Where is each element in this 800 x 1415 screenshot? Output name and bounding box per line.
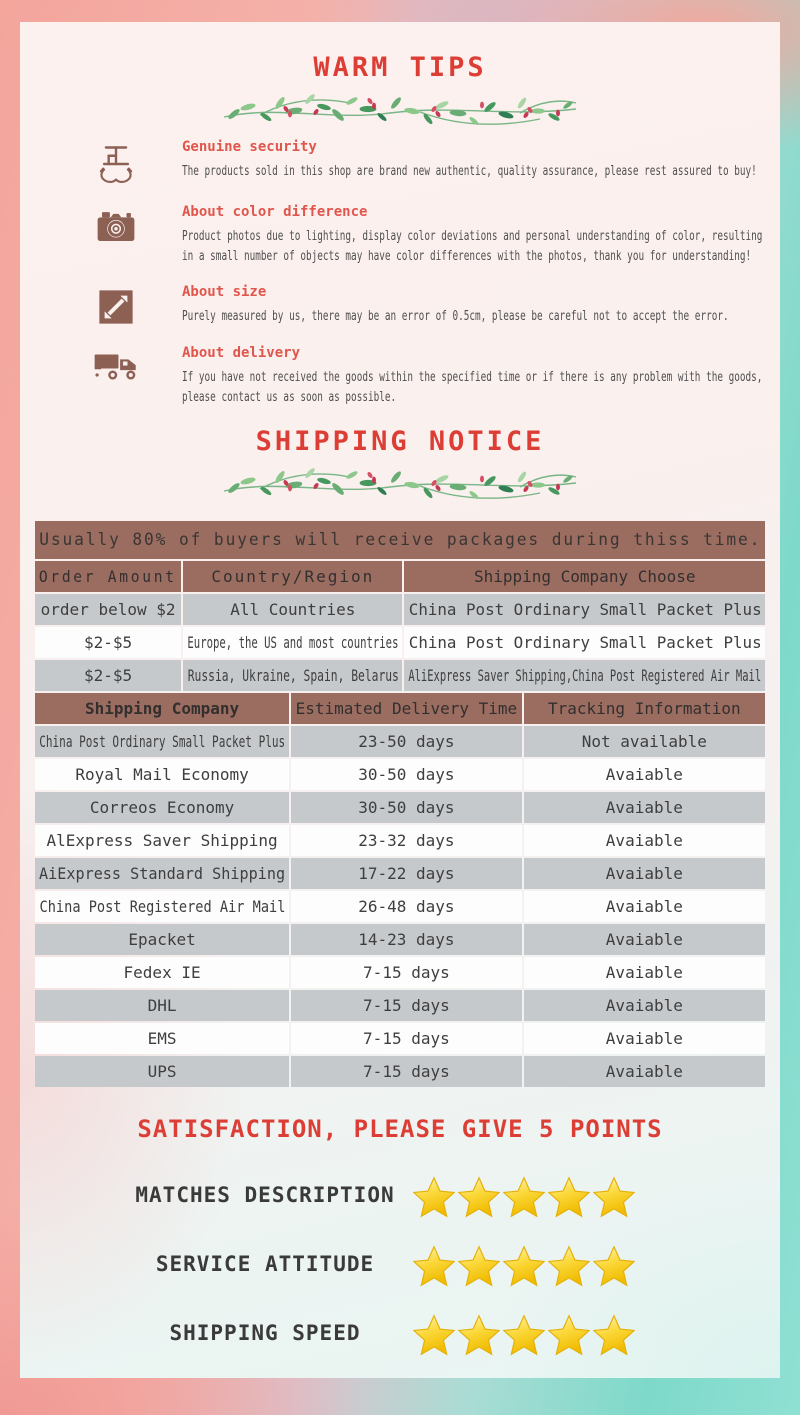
company-table-header: Tracking Information (524, 693, 765, 724)
company-table-cell: Avaiable (524, 1023, 765, 1054)
company-table-cell: 17-22 days (291, 858, 522, 889)
tip-text (182, 345, 780, 408)
tip-title: About delivery (182, 345, 301, 362)
company-table-header: Shipping Company (35, 693, 289, 724)
company-table-cell: Royal Mail Economy (35, 759, 289, 790)
truck-icon (72, 345, 160, 385)
floral-divider-icon (220, 87, 580, 133)
tip-text (182, 284, 780, 327)
star-icon (458, 1176, 500, 1218)
tip-text (182, 139, 780, 182)
genuine-hands-icon (72, 139, 160, 187)
order-table-cell: AliExpress Saver Shipping,China Post Registered Air Mail (404, 660, 765, 691)
company-table-cell: AlExpress Saver Shipping (35, 825, 289, 856)
star-icon (503, 1245, 545, 1287)
tip-body: If you have not received the goods within the specified time or if there is any problem with the goods, please contact us as soon as possible. (182, 370, 763, 406)
company-table-cell: Avaiable (524, 957, 765, 988)
shipping-tables (35, 521, 765, 1087)
camera-icon (72, 204, 160, 248)
content-panel (20, 22, 780, 1378)
order-table-cell: Europe, the US and most countries (183, 627, 402, 658)
rating-row (20, 1244, 780, 1288)
warm-tips-title: WARM TIPS (313, 52, 487, 83)
company-table-cell: 30-50 days (291, 792, 522, 823)
order-table-cell: China Post Ordinary Small Packet Plus (404, 627, 765, 658)
order-table-cell: $2-$5 (35, 627, 181, 658)
company-table-cell: Avaiable (524, 792, 765, 823)
order-table-cell: China Post Ordinary Small Packet Plus (404, 594, 765, 625)
company-table-cell: Fedex IE (35, 957, 289, 988)
order-table-header: Shipping Company Choose (404, 561, 765, 592)
rating-stars (413, 1176, 638, 1218)
tip-title: About color difference (182, 204, 368, 220)
company-table-cell: DHL (35, 990, 289, 1021)
company-table-header: Estimated Delivery Time (291, 693, 522, 724)
star-icon (593, 1176, 635, 1218)
star-icon (458, 1245, 500, 1287)
star-icon (413, 1245, 455, 1287)
order-table-header: Order Amount (35, 561, 181, 592)
company-table-cell: Not available (524, 726, 765, 757)
tip-title: About size (182, 284, 267, 301)
company-table-cell: Avaiable (524, 891, 765, 922)
rating-stars (413, 1314, 638, 1356)
star-icon (593, 1314, 635, 1356)
floral-divider-icon (220, 461, 580, 507)
company-table-cell: Avaiable (524, 1056, 765, 1087)
order-table-cell: All Countries (183, 594, 402, 625)
company-table-cell: 7-15 days (291, 957, 522, 988)
tip-body: Product photos due to lighting, display color deviations and personal understanding of color, resulting in a small number of objects may have color differences with the photos, thank you for understanding! (182, 229, 763, 265)
rating-label: MATCHES DESCRIPTION (135, 1182, 395, 1207)
star-icon (458, 1314, 500, 1356)
company-table-cell: 14-23 days (291, 924, 522, 955)
company-table-cell: Avaiable (524, 858, 765, 889)
company-table-cell: 23-50 days (291, 726, 522, 757)
order-table-cell: $2-$5 (35, 660, 181, 691)
company-table-cell: 26-48 days (291, 891, 522, 922)
tip-item (20, 139, 780, 187)
shipping-banner-text: Usually 80% of buyers will receive packages during thiss time. (38, 529, 762, 550)
rating-row (20, 1175, 780, 1219)
company-table-cell: Correos Economy (35, 792, 289, 823)
company-table-cell: 30-50 days (291, 759, 522, 790)
company-table-cell: China Post Registered Air Mail (35, 891, 289, 922)
company-table-cell: 7-15 days (291, 1056, 522, 1087)
company-table-cell: Epacket (35, 924, 289, 955)
company-table-cell: 7-15 days (291, 990, 522, 1021)
tip-title: Genuine security (182, 139, 317, 155)
rating-stars (413, 1245, 638, 1287)
tip-text (182, 204, 780, 267)
company-table-cell: AiExpress Standard Shipping (35, 858, 289, 889)
company-table-cell: 23-32 days (291, 825, 522, 856)
tip-item (20, 284, 780, 328)
order-amount-table (35, 561, 765, 691)
tip-item (20, 204, 780, 267)
order-table-header: Country/Region (183, 561, 402, 592)
shipping-company-table (35, 693, 765, 1087)
company-table-cell: China Post Ordinary Small Packet Plus (35, 726, 289, 757)
shipping-notice-title: SHIPPING NOTICE (255, 425, 545, 457)
company-table-cell: Avaiable (524, 924, 765, 955)
star-icon (503, 1176, 545, 1218)
tip-item (20, 345, 780, 408)
company-table-cell: UPS (35, 1056, 289, 1087)
rating-label: SERVICE ATTITUDE (155, 1251, 375, 1276)
tips-list (20, 139, 780, 409)
company-table-cell: Avaiable (524, 990, 765, 1021)
order-table-cell: Russia, Ukraine, Spain, Belarus (183, 660, 402, 691)
star-icon (413, 1314, 455, 1356)
satisfaction-title: SATISFACTION, PLEASE GIVE 5 POINTS (137, 1114, 663, 1143)
shipping-banner (35, 521, 765, 559)
star-icon (593, 1245, 635, 1287)
star-icon (548, 1314, 590, 1356)
rating-row (20, 1313, 780, 1357)
star-icon (548, 1245, 590, 1287)
star-icon (503, 1314, 545, 1356)
company-table-cell: 7-15 days (291, 1023, 522, 1054)
size-arrow-icon (72, 284, 160, 328)
company-table-cell: Avaiable (524, 825, 765, 856)
ratings-list (20, 1175, 780, 1357)
company-table-cell: EMS (35, 1023, 289, 1054)
rating-label: SHIPPING SPEED (169, 1320, 361, 1345)
star-icon (413, 1176, 455, 1218)
tip-body: The products sold in this shop are brand new authentic, quality assurance, please rest assured to buy! (182, 164, 757, 179)
order-table-cell: order below $2 (35, 594, 181, 625)
star-icon (548, 1176, 590, 1218)
company-table-cell: Avaiable (524, 759, 765, 790)
tip-body: Purely measured by us, there may be an error of 0.5cm, please be careful not to accept the error. (182, 309, 729, 325)
